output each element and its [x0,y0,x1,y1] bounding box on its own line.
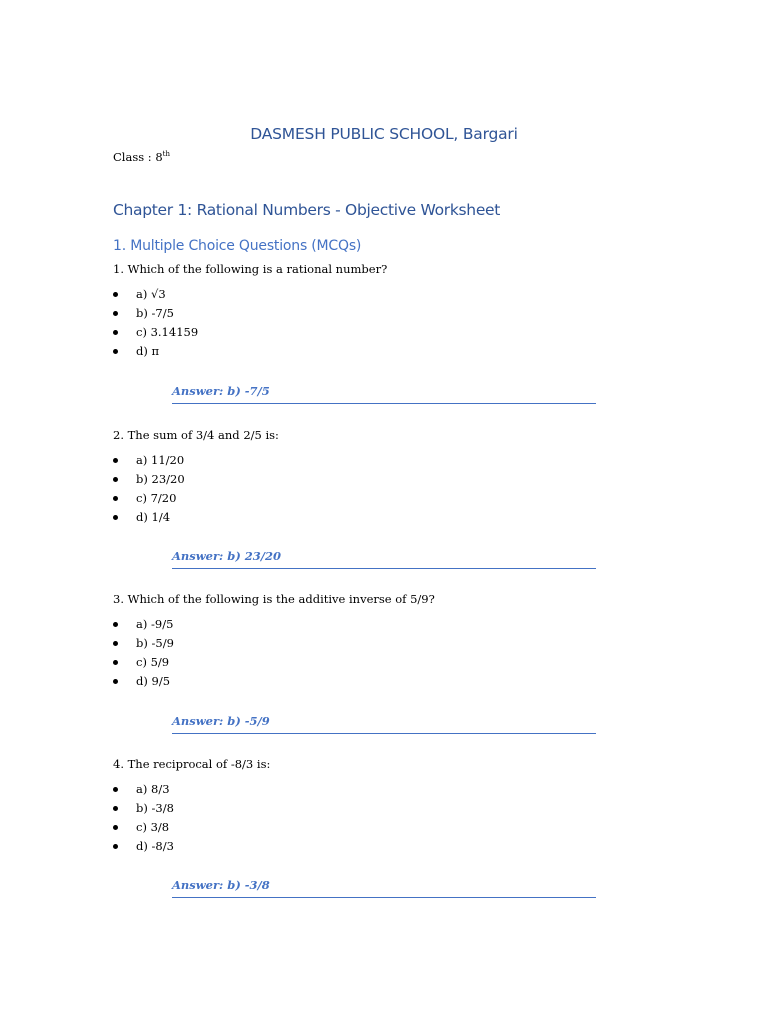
bullet-icon [113,787,118,792]
option-item [113,634,613,653]
school-title: DASMESH PUBLIC SCHOOL, Bargari [250,125,518,143]
option-item [113,672,613,691]
class-suffix: th [162,150,170,158]
question-3 [113,591,653,728]
bullet-icon [113,458,118,463]
bullet-icon [113,641,118,646]
option-item [113,470,613,489]
options-list [113,285,613,361]
bullet-icon [113,660,118,665]
answer-line: Answer: b) 23/20 [172,548,596,569]
question-4 [113,756,653,892]
bullet-icon [113,477,118,482]
option-item [113,285,613,304]
bullet-icon [113,330,118,335]
bullet-icon [113,679,118,684]
bullet-icon [113,844,118,849]
chapter-title: Chapter 1: Rational Numbers - Objective Worksheet [113,201,501,219]
option-text: d) 9/5 [136,674,171,688]
option-text: d) π [136,344,160,358]
option-text: a) √3 [136,287,166,301]
option-text: a) 8/3 [136,782,170,796]
option-text: a) -9/5 [136,617,174,631]
option-item [113,304,613,323]
class-label: Class : 8 [113,150,163,164]
option-item [113,451,613,470]
option-item [113,799,613,818]
answer-line: Answer: b) -7/5 [172,383,596,404]
options-list [113,451,613,527]
option-item [113,653,613,672]
option-text: c) 3/8 [136,820,170,834]
question-1 [113,261,653,398]
bullet-icon [113,806,118,811]
option-text: d) -8/3 [136,839,174,853]
bullet-icon [113,622,118,627]
option-text: b) -7/5 [136,306,174,320]
question-text: 1. Which of the following is a rational number? [113,262,388,276]
option-text: a) 11/20 [136,453,185,467]
option-item [113,780,613,799]
question-text: 2. The sum of 3/4 and 2/5 is: [113,428,279,442]
option-item [113,323,613,342]
question-text: 3. Which of the following is the additive inverse of 5/9? [113,592,435,606]
bullet-icon [113,349,118,354]
question-text: 4. The reciprocal of -8/3 is: [113,757,271,771]
answer-line: Answer: b) -3/8 [172,877,596,898]
bullet-icon [113,292,118,297]
options-list [113,615,613,691]
option-item [113,342,613,361]
question-2 [113,427,653,563]
option-item [113,818,613,837]
option-item [113,489,613,508]
option-text: b) 23/20 [136,472,185,486]
option-text: d) 1/4 [136,510,171,524]
option-item [113,837,613,856]
option-text: c) 3.14159 [136,325,199,339]
option-text: b) -3/8 [136,801,174,815]
answer-line: Answer: b) -5/9 [172,713,596,734]
bullet-icon [113,311,118,316]
options-list [113,780,613,856]
bullet-icon [113,825,118,830]
option-text: c) 7/20 [136,491,177,505]
bullet-icon [113,515,118,520]
option-text: b) -5/9 [136,636,174,650]
section-title: 1. Multiple Choice Questions (MCQs) [113,238,362,254]
option-item [113,508,613,527]
option-item [113,615,613,634]
bullet-icon [113,496,118,501]
class-line [113,150,170,164]
option-text: c) 5/9 [136,655,170,669]
